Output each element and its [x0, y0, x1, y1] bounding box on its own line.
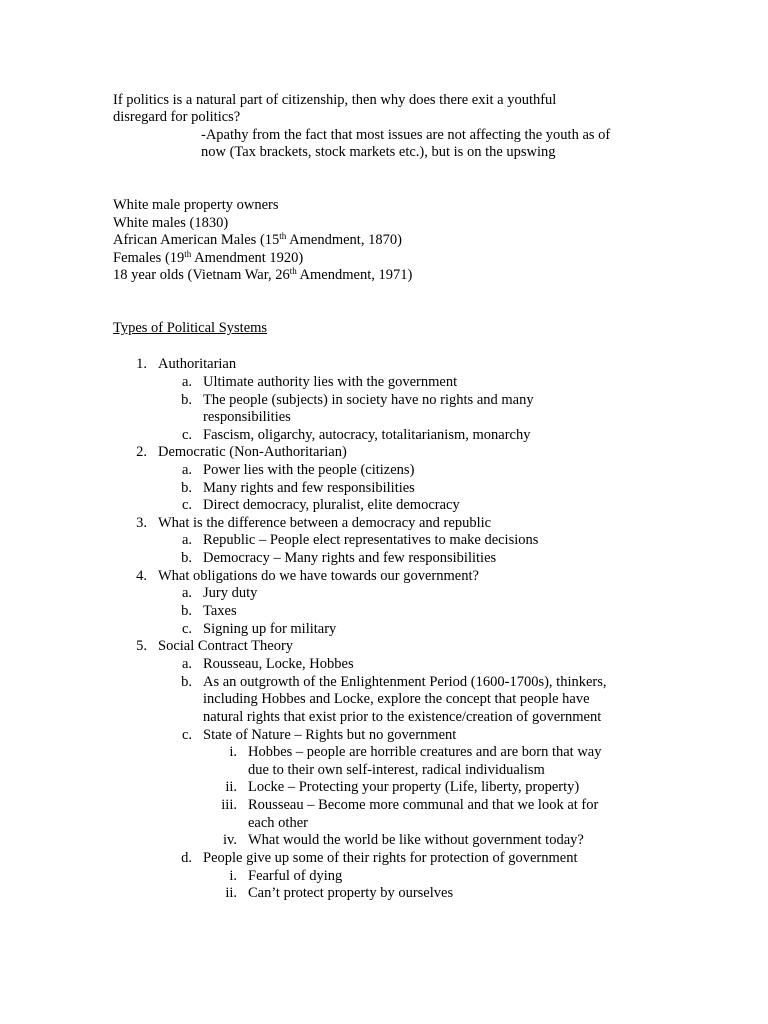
outline-marker: 3. — [136, 515, 147, 531]
section-heading: Types of Political Systems — [113, 320, 268, 336]
outline-item-text: Rousseau, Locke, Hobbes — [203, 656, 354, 672]
outline-item-text: Signing up for military — [203, 621, 337, 637]
outline-item-text: Republic – People elect representatives to make decisions — [203, 532, 539, 548]
outline-item-text: Social Contract Theory — [158, 638, 294, 654]
outline-item-text: Many rights and few responsibilities — [203, 480, 415, 496]
suffrage-line-4-text: Females (19 — [113, 250, 185, 266]
outline-item-text: Locke – Protecting your property (Life, liberty, property) — [248, 779, 580, 795]
outline-item-text: Can’t protect property by ourselves — [248, 885, 454, 901]
suffrage-line-5-text: 18 year olds (Vietnam War, 26 — [113, 267, 290, 283]
outline-item-text: Ultimate authority lies with the government — [203, 374, 458, 390]
outline-item-text: including Hobbes and Locke, explore the concept that people have — [203, 691, 590, 707]
suffrage-line-5 — [113, 266, 412, 284]
outline-item-text: Hobbes – people are horrible creatures and are born that way — [248, 744, 602, 760]
outline-item-text: What would the world be like without government today? — [248, 832, 584, 848]
outline-marker: 5. — [136, 638, 147, 654]
outline-item-text: Direct democracy, pluralist, elite democracy — [203, 497, 460, 513]
outline-marker: 4. — [136, 568, 147, 584]
outline-marker: 2. — [136, 444, 147, 460]
suffrage-line-5-sup: th — [289, 266, 297, 276]
outline-marker: ii. — [225, 779, 237, 795]
question-line-1: If politics is a natural part of citizenship, then why does there exit a youthful — [113, 92, 557, 108]
suffrage-line-3 — [113, 231, 402, 249]
outline-item-text: responsibilities — [203, 409, 291, 425]
outline-marker: i. — [229, 868, 237, 884]
outline-item-text: Authoritarian — [158, 356, 237, 372]
outline-item-text: Fearful of dying — [248, 868, 343, 884]
suffrage-line-4-sup: th — [184, 249, 192, 259]
answer-line-1: -Apathy from the fact that most issues are not affecting the youth as of — [201, 127, 611, 143]
outline-marker: iii. — [221, 797, 237, 813]
outline-marker: b. — [181, 603, 192, 619]
outline-item-text: State of Nature – Rights but no government — [203, 727, 457, 743]
suffrage-line-3-sup: th — [279, 231, 287, 241]
outline-marker: a. — [181, 656, 192, 672]
suffrage-line-4-rest: Amendment 1920) — [191, 250, 304, 266]
outline-item-text: As an outgrowth of the Enlightenment Period (1600-1700s), thinkers, — [203, 674, 607, 690]
outline-item-text: What obligations do we have towards our government? — [158, 568, 479, 584]
outline-marker: c. — [181, 497, 192, 513]
outline-marker: a. — [181, 585, 192, 601]
outline-marker: a. — [181, 462, 192, 478]
outline-item-text: People give up some of their rights for protection of government — [203, 850, 578, 866]
outline-marker: c. — [181, 427, 192, 443]
suffrage-line-1: White male property owners — [113, 197, 279, 213]
outline-marker: c. — [181, 727, 192, 743]
question-line-2: disregard for politics? — [113, 109, 241, 125]
outline-marker: d. — [181, 850, 192, 866]
suffrage-line-3-rest: Amendment, 1870) — [286, 232, 402, 248]
suffrage-line-5-rest: Amendment, 1971) — [296, 267, 413, 283]
outline-item-text: Fascism, oligarchy, autocracy, totalitarianism, monarchy — [203, 427, 531, 443]
outline-item-text: Taxes — [203, 603, 237, 619]
suffrage-line-4 — [113, 249, 303, 267]
outline-item-text: Power lies with the people (citizens) — [203, 462, 415, 478]
outline-marker: c. — [181, 621, 192, 637]
outline-item-text: Democracy – Many rights and few responsibilities — [203, 550, 497, 566]
outline-marker: b. — [181, 480, 192, 496]
outline-marker: 1. — [136, 356, 147, 372]
suffrage-line-2: White males (1830) — [113, 215, 229, 231]
outline-item-text: Jury duty — [203, 585, 258, 601]
suffrage-line-3-text: African American Males (15 — [113, 232, 280, 248]
outline-item-text: The people (subjects) in society have no rights and many — [203, 392, 534, 408]
outline-marker: a. — [181, 374, 192, 390]
outline-marker: b. — [181, 550, 192, 566]
answer-line-2: now (Tax brackets, stock markets etc.), but is on the upswing — [201, 144, 556, 160]
outline-item-text: natural rights that exist prior to the existence/creation of government — [203, 709, 602, 725]
outline-item-text: Democratic (Non-Authoritarian) — [158, 444, 347, 460]
outline-marker: b. — [181, 392, 192, 408]
outline-marker: i. — [229, 744, 237, 760]
outline-item-text: due to their own self-interest, radical individualism — [248, 762, 545, 778]
outline-item-text: What is the difference between a democracy and republic — [158, 515, 492, 531]
outline-marker: a. — [181, 532, 192, 548]
outline-marker: b. — [181, 674, 192, 690]
outline-marker: ii. — [225, 885, 237, 901]
outline-item-text: each other — [248, 815, 308, 831]
outline-item-text: Rousseau – Become more communal and that we look at for — [248, 797, 599, 813]
outline-marker: iv. — [223, 832, 237, 848]
